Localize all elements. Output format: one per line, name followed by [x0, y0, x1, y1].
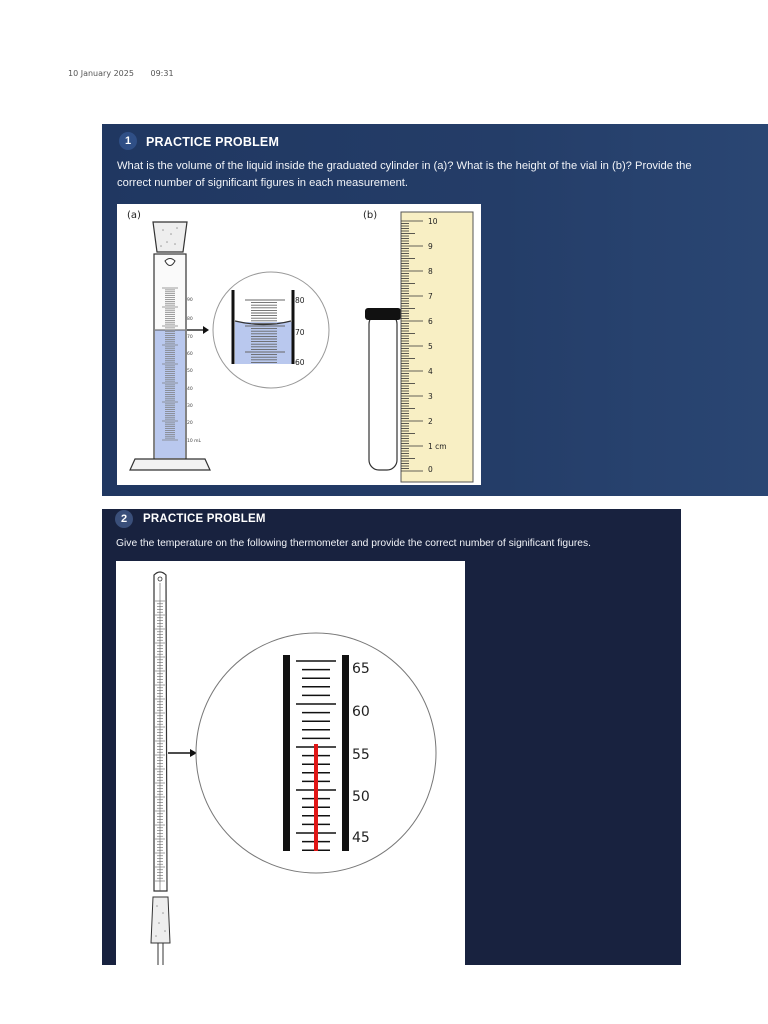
question-line-2: correct number of significant figures in each measurement.: [117, 177, 409, 189]
problem-question: [117, 158, 757, 192]
thermometer-label: 65: [352, 661, 370, 677]
note-timestamp: [68, 69, 188, 78]
practice-problem-2-card: [102, 509, 681, 965]
problem-number-badge: 2: [115, 510, 133, 528]
cylinder-label: 20: [187, 421, 193, 426]
cylinder-scale-labels: [187, 297, 202, 444]
note-time: 09:31: [150, 69, 174, 78]
panel-a-label: (a): [127, 210, 141, 221]
thermometer-stopper: [151, 897, 170, 943]
thermometer-figure: [116, 561, 465, 965]
ruler-label: 3: [428, 392, 433, 401]
question-line-1: What is the volume of the liquid inside the graduated cylinder in (a)? What is the height of the vial in (b)? Provide the: [117, 160, 692, 172]
cylinder-stopper: [153, 222, 187, 252]
cylinder-label: 90: [187, 298, 193, 303]
panel-b-label: (b): [363, 210, 378, 221]
ruler-label: 0: [428, 465, 433, 474]
cylinder-label: 80: [187, 317, 193, 322]
vial: [369, 314, 397, 470]
measurement-illustration: [117, 204, 481, 485]
cylinder-label: 60: [187, 352, 193, 357]
note-date: 10 January 2025: [68, 69, 134, 78]
vial-cap: [365, 308, 401, 320]
magnifier-label: 70: [295, 328, 305, 337]
cylinder-label: 70: [187, 335, 193, 340]
thermometer-illustration: [116, 561, 465, 965]
ruler-label: 9: [428, 242, 433, 251]
thermometer-label: 45: [352, 830, 370, 846]
cylinder-liquid: [155, 330, 185, 458]
cylinder-and-ruler-figure: [117, 204, 481, 485]
thermometer-label: 60: [352, 704, 370, 720]
cylinder-label: 30: [187, 404, 193, 409]
ruler-label: 5: [428, 342, 433, 351]
cylinder-label: 50: [187, 369, 193, 374]
cylinder-label: 40: [187, 387, 193, 392]
cylinder-label: 10 mL: [187, 439, 202, 444]
ruler-label: 6: [428, 317, 433, 326]
ruler-label: 7: [428, 292, 433, 301]
problem-question: Give the temperature on the following thermometer and provide the correct number of significant figures.: [116, 538, 592, 549]
problem-number-badge: 1: [119, 132, 137, 150]
thermometer-label: 50: [352, 789, 370, 805]
ruler-label: 2: [428, 417, 433, 426]
magnifier-label: 80: [295, 296, 305, 305]
magnifier-label: 60: [295, 358, 305, 367]
problem-title: PRACTICE PROBLEM: [143, 513, 266, 525]
ruler-label: 1 cm: [428, 442, 447, 451]
practice-problem-1-card: [102, 124, 768, 496]
thermometer-label: 55: [352, 747, 370, 763]
ruler-label: 8: [428, 267, 433, 276]
cylinder-base: [130, 459, 210, 470]
problem-title: PRACTICE PROBLEM: [146, 135, 280, 149]
thermometer-tube: [154, 572, 167, 891]
ruler-label: 4: [428, 367, 433, 376]
ruler-label: 10: [428, 217, 438, 226]
